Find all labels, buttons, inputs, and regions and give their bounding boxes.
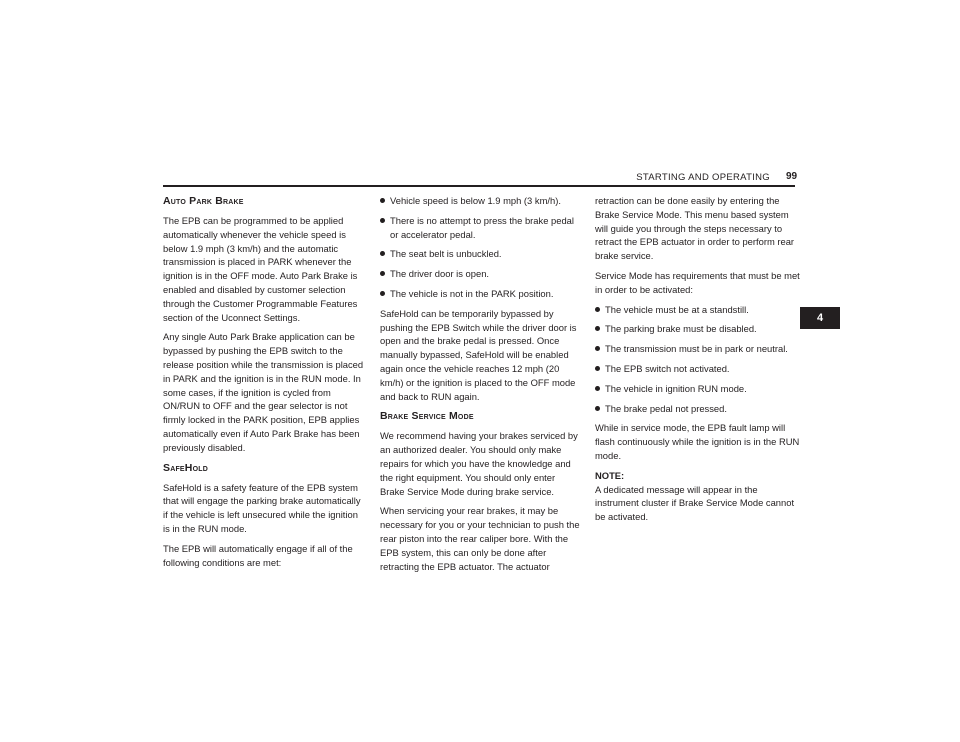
list-item: The seat belt is unbuckled. <box>380 247 582 261</box>
paragraph: The EPB can be programmed to be applied automatically whenever the vehicle speed is below 1.9 mph (3 km/h) and the automatic transmission is placed in PARK whenever the ignition is in the OFF mode. Auto Park Brake is enabled and disabled by customer selection through the Customer Programmable Features section of the Uconnect Settings. <box>163 215 358 323</box>
list-item: There is no attempt to press the brake pedal or accelerator pedal. <box>380 214 582 242</box>
list-item: The brake pedal not pressed. <box>595 402 800 416</box>
column-1 <box>163 194 366 575</box>
note-text: A dedicated message will appear in the instrument cluster if Brake Service Mode cannot be activated. <box>595 483 795 523</box>
service-mode-requirements-list <box>595 303 800 416</box>
paragraph: When servicing your rear brakes, it may be necessary for you or your technician to push the rear piston into the rear caliper bore. With the EPB system, this can only be done after retracting the EPB actuator. The actuator <box>380 505 580 572</box>
safehold-conditions-list <box>380 194 582 301</box>
note-label: NOTE: <box>595 469 625 481</box>
list-item: The vehicle is not in the PARK position. <box>380 287 582 301</box>
list-item: The parking brake must be disabled. <box>595 322 800 336</box>
section-title: STARTING AND OPERATING <box>636 172 770 183</box>
list-item: The EPB switch not activated. <box>595 362 800 376</box>
paragraph: retraction can be done easily by entering the Brake Service Mode. This menu based system will guide you through the steps necessary to retract the EPB actuator in order to perform rear brake service. <box>595 195 795 262</box>
paragraph: While in service mode, the EPB fault lamp will flash continuously while the ignition is in the RUN mode. <box>595 422 800 461</box>
column-2 <box>380 194 582 579</box>
paragraph: We recommend having your brakes serviced by an authorized dealer. You should only make repairs for which you have the knowledge and the right equipment. You should only enter Brake Service Mode during brake service. <box>380 430 578 497</box>
paragraph: Any single Auto Park Brake application can be bypassed by pushing the EPB switch to the release position while the transmission is placed in PARK and the ignition is in the RUN mode. In some cases, if the ignition is cycled from ON/RUN to OFF and the gear selector is not firmly locked in the PARK position, EPB applies automatically even if Auto Park Brake has been previously disabled. <box>163 331 364 453</box>
heading-brake-service-mode: Brake Service Mode <box>380 410 474 423</box>
list-item: The vehicle must be at a standstill. <box>595 303 800 317</box>
header-rule <box>163 185 795 187</box>
list-item: Vehicle speed is below 1.9 mph (3 km/h). <box>380 194 582 208</box>
paragraph: SafeHold can be temporarily bypassed by pushing the EPB Switch while the driver door is open and the brake pedal is pressed. Once manually bypassed, SafeHold will be enabled again once the vehicle reaches 12 mph (20 km/h) or the ignition is placed to the OFF mode and back to RUN again. <box>380 307 577 402</box>
paragraph: Service Mode has requirements that must be met in order to be activated: <box>595 269 800 295</box>
paragraph: The EPB will automatically engage if all of the following conditions are met: <box>163 542 353 568</box>
list-item: The driver door is open. <box>380 267 582 281</box>
list-item: The transmission must be in park or neutral. <box>595 342 800 356</box>
chapter-tab: 4 <box>800 307 840 329</box>
paragraph: SafeHold is a safety feature of the EPB system that will engage the parking brake automatically if the vehicle is left unsecured while the ignition is in the RUN mode. <box>163 481 361 534</box>
list-item: The vehicle in ignition RUN mode. <box>595 382 800 396</box>
column-3 <box>595 194 800 530</box>
heading-auto-park-brake: Auto Park Brake <box>163 195 244 207</box>
heading-safehold: SafeHold <box>163 461 208 474</box>
page-number: 99 <box>786 171 798 182</box>
